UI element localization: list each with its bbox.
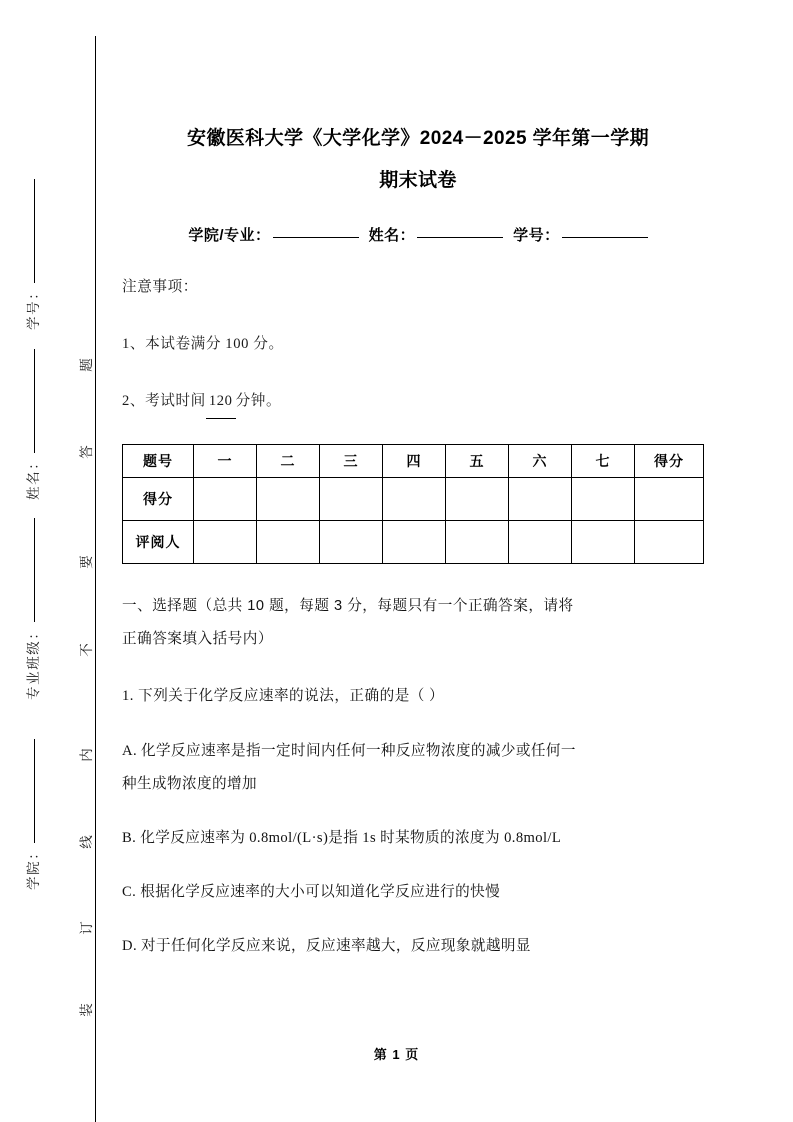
grader-cell[interactable] [509,521,572,564]
score-cell[interactable] [572,478,635,521]
seal-word-1: 题 [79,358,94,372]
seal-word-5: 内 [79,748,94,762]
score-table-header-7: 七 [572,445,635,478]
section-one-heading [122,590,714,656]
student-info-fields [122,224,714,245]
seal-binding-margin [0,0,96,1122]
seal-field-student-id-label: 学号： [26,284,41,330]
seal-field-name-label: 姓名： [26,454,41,500]
question-1-option-b[interactable]: B. 化学反应速率为 0.8mol/(L·s)是指 1s 时某物质的浓度为 0.8mol/L [122,830,562,846]
question-1-option-a-line-1: A. 化学反应速率是指一定时间内任何一种反应物浓度的减少或任何一 [122,743,576,759]
score-table-header-5: 五 [446,445,509,478]
notice-item-1: 1、本试卷满分 100 分。 [122,336,284,352]
grader-cell[interactable] [194,521,257,564]
grader-cell[interactable] [320,521,383,564]
score-cell[interactable] [509,478,572,521]
seal-field-class-rule [34,519,35,623]
college-major-label: 学院/专业： [188,227,271,244]
score-cell[interactable] [635,478,704,521]
notice-item-2 [122,385,714,419]
score-cell[interactable] [194,478,257,521]
question-1-option-a[interactable] [122,735,714,801]
seal-field-class [22,500,42,700]
seal-field-college-rule [34,739,35,843]
notice-item-2-suffix: 分钟。 [235,393,282,409]
seal-field-name-rule [34,349,35,453]
seal-field-student-id-rule [34,179,35,283]
seal-word-6: 线 [79,835,94,849]
seal-word-7: 订 [79,921,94,935]
seal-field-college-label: 学院： [26,844,41,890]
student-id-label: 学号： [513,227,560,244]
seal-field-name [22,300,42,500]
question-1-option-a-line-2: 种生成物浓度的增加 [122,776,257,792]
score-table-header-3: 三 [320,445,383,478]
seal-word-8: 装 [79,1003,94,1017]
seal-vertical-rule [95,36,96,1122]
name-input[interactable] [417,237,503,238]
notice-item-2-prefix: 2、考试时间 [122,393,206,409]
grader-cell[interactable] [635,521,704,564]
table-row [123,478,704,521]
exam-title-line-1: 安徽医科大学《大学化学》2024－2025 学年第一学期 [186,128,649,149]
page-number: 第 1 页 [373,1047,420,1062]
score-cell[interactable] [320,478,383,521]
grader-cell[interactable] [572,521,635,564]
score-table-header-4: 四 [383,445,446,478]
score-row-label-grader: 评阅人 [123,521,194,564]
seal-field-college [22,690,42,890]
exam-title-line-2: 期末试卷 [379,170,457,191]
section-one-heading-line-2: 正确答案填入括号内） [122,631,273,647]
question-1-option-d[interactable]: D. 对于任何化学反应来说，反应速率越大，反应现象就越明显 [122,938,531,954]
table-row [123,521,704,564]
seal-word-4: 不 [79,643,94,657]
table-row [123,445,704,478]
score-row-label-score: 得分 [123,478,194,521]
seal-word-3: 要 [79,555,94,569]
exam-sheet [122,0,714,1122]
score-table-header-2: 二 [257,445,320,478]
grader-cell[interactable] [383,521,446,564]
score-table-header-1: 一 [194,445,257,478]
notice-heading: 注意事项： [122,279,198,295]
exam-duration-value: 120 [206,385,236,419]
section-one-heading-line-1: 一、选择题（总共 10 题，每题 3 分，每题只有一个正确答案，请将 [122,598,574,614]
score-table-header-6: 六 [509,445,572,478]
seal-field-class-label: 专业班级： [26,624,41,700]
question-1-option-c[interactable]: C. 根据化学反应速率的大小可以知道化学反应进行的快慢 [122,884,501,900]
score-table-header-0: 题号 [123,445,194,478]
grader-cell[interactable] [446,521,509,564]
student-id-input[interactable] [562,237,648,238]
score-table-header-8: 得分 [635,445,704,478]
college-major-input[interactable] [273,237,359,238]
page-footer [0,1044,793,1063]
question-1-stem: 1. 下列关于化学反应速率的说法，正确的是（ ） [122,688,445,704]
grader-cell[interactable] [257,521,320,564]
page-title [122,0,714,202]
score-cell[interactable] [257,478,320,521]
score-cell[interactable] [383,478,446,521]
score-cell[interactable] [446,478,509,521]
name-label: 姓名： [368,227,416,244]
seal-word-2: 答 [79,445,94,459]
score-table [122,444,704,564]
